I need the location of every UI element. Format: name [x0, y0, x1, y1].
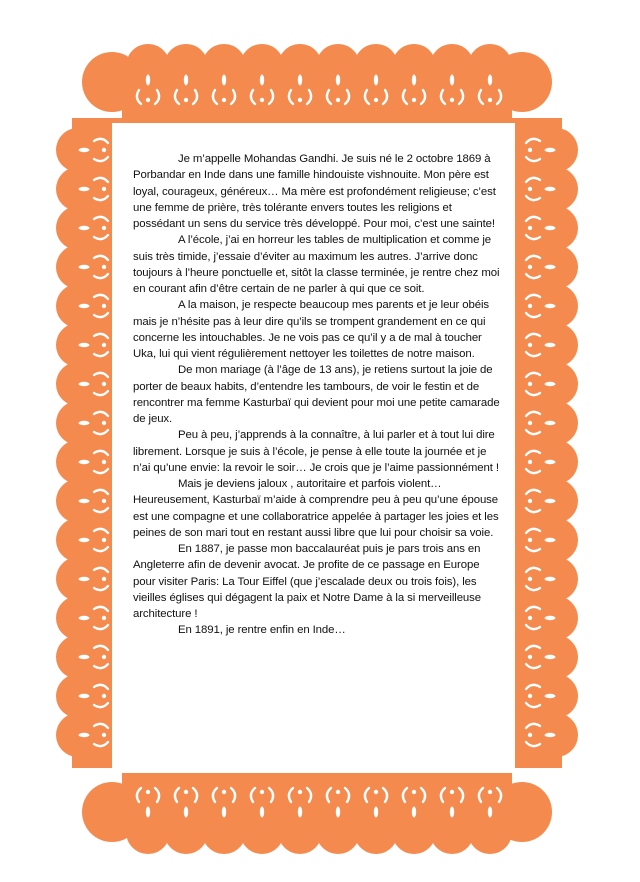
paragraph-5: Peu à peu, j’apprends à la connaître, à lui parler et à tout lui dire librement. Lorsque je suis à l’école, je pense à elle toute la journée et je n’ai qu’une envie: la revoir le soir… Je crois que je l’aime passionnément ! — [133, 429, 499, 474]
frame-scallop — [534, 245, 578, 289]
frame-corner — [82, 52, 142, 112]
frame-scallop — [534, 128, 578, 172]
frame-scallop — [56, 206, 100, 250]
paragraph-1: Je m’appelle Mohandas Gandhi. Je suis né le 2 octobre 1869 à Porbandar en Inde dans une famille hindouiste vishnouite. Mon père est loyal, courageux, généreux… Ma mère est profondément religieuse; c’est une femme de prière, très tolérante envers toutes les religions et possédant un sens du service très développé. Pour moi, c’est une sainte! — [133, 153, 496, 230]
frame-scallop — [534, 635, 578, 679]
frame-scallop — [534, 713, 578, 757]
frame-scallop — [534, 674, 578, 718]
frame-scallop — [56, 713, 100, 757]
frame-scallop — [56, 635, 100, 679]
paragraph-4: De mon mariage (à l’âge de 13 ans), je retiens surtout la joie de porter de beaux habits, d’entendre les tambours, de voir le festin et de rencontrer ma femme Kasturbaï qui devient pour moi une petite camarade de jeux. — [133, 364, 500, 425]
frame-scallop — [56, 167, 100, 211]
frame-scallop — [56, 479, 100, 523]
frame-scallop — [534, 284, 578, 328]
paragraph-7: En 1887, je passe mon baccalauréat puis je pars trois ans en Angleterre afin de devenir avocat. Je profite de ce passage en Europe pour visiter Paris: La Tour Eiffel (que j’escalade deux ou trois fois), les vieilles églises qui dégagent la paix et Notre Dame à la si merveilleuse architecture ! — [133, 543, 481, 620]
paragraph-2: A l’école, j’ai en horreur les tables de multiplication et comme je suis très timide, j’essaie d’éviter au maximum les autres. J’arrive donc toujours à l’heure ponctuelle et, sitôt la classe terminée, je rentre chez moi en courant afin d’être certain de ne parler à qui que ce soit. — [133, 234, 500, 295]
frame-scallop — [56, 284, 100, 328]
frame-scallop — [56, 323, 100, 367]
frame-scallop — [534, 362, 578, 406]
paragraph-8: En 1891, je rentre enfin en Inde… — [178, 624, 346, 637]
frame-scallop — [534, 167, 578, 211]
frame-scallop — [56, 245, 100, 289]
frame-scallop — [56, 362, 100, 406]
frame-corner — [82, 782, 142, 842]
frame-scallop — [56, 401, 100, 445]
frame-scallop — [56, 674, 100, 718]
frame-scallop — [534, 440, 578, 484]
frame-scallop — [534, 518, 578, 562]
text-panel — [112, 123, 515, 773]
frame-scallop — [56, 557, 100, 601]
frame-scallop — [56, 128, 100, 172]
frame-scallop — [534, 596, 578, 640]
paragraph-3: A la maison, je respecte beaucoup mes parents et je leur obéis mais je n’hésite pas à leur dire qu’ils se trompent grandement en ce qui concerne les intouchables. Je ne vois pas ce qu’il y a de mal à toucher Uka, lui qui vient régulièrement nettoyer les toilettes de notre maison. — [133, 299, 490, 360]
frame-corner — [492, 52, 552, 112]
frame-scallop — [56, 518, 100, 562]
frame-scallop — [534, 401, 578, 445]
frame-scallop — [56, 596, 100, 640]
frame-scallop — [534, 206, 578, 250]
frame-scallop — [56, 440, 100, 484]
paragraph-6: Mais je deviens jaloux , autoritaire et parfois violent… Heureusement, Kasturbaï m’aide à comprendre peu à peu qu’une épouse est une compagne et une collaboratrice appelée à partager les joies et les peines de son mari tout en restant aussi libre que lui pour choisir sa voie. — [133, 478, 499, 539]
frame-scallop — [534, 557, 578, 601]
frame-scallop — [534, 479, 578, 523]
frame-scallop — [534, 323, 578, 367]
